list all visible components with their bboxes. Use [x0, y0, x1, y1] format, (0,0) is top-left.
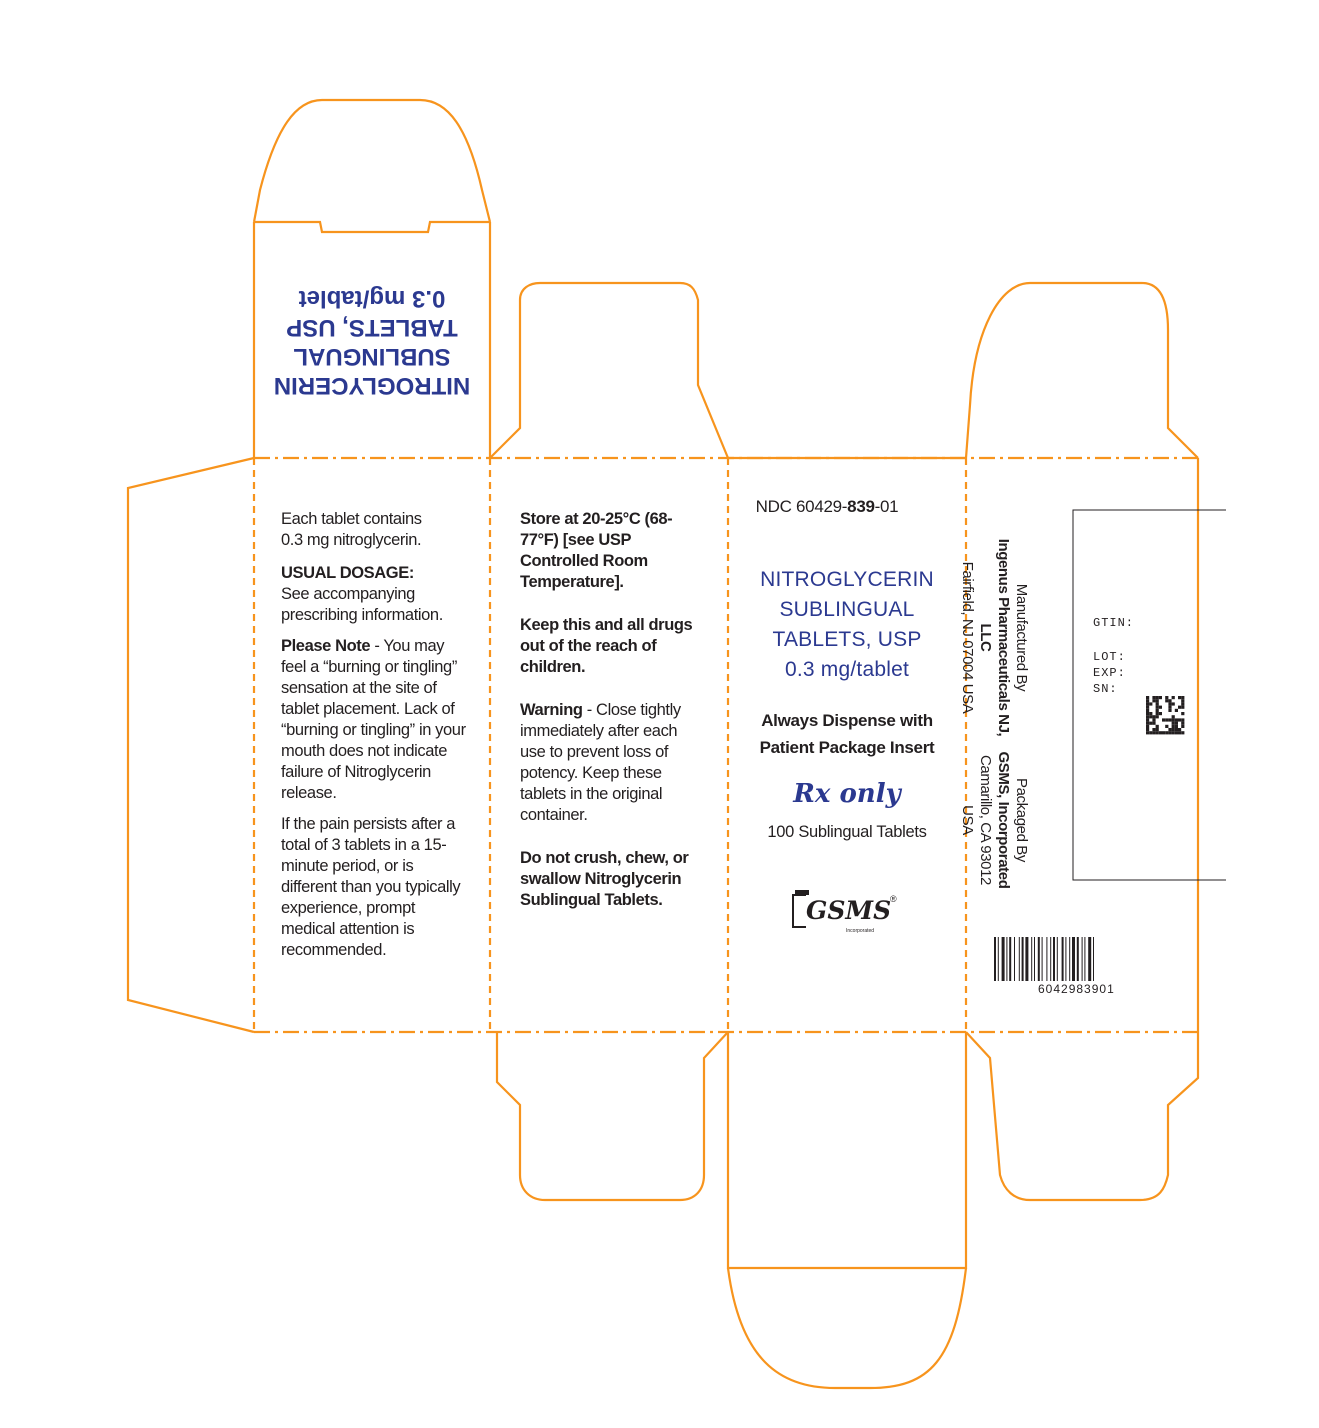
- datamatrix-module: [1172, 722, 1175, 725]
- datamatrix-module: [1181, 699, 1184, 702]
- dust-flap-top-right: [966, 283, 1198, 458]
- tablet-count: 100 Sublingual Tablets: [767, 823, 927, 841]
- top-flap-strength: 0.3 mg/tablet: [298, 285, 446, 312]
- warning-heading: Warning: [520, 701, 583, 719]
- datamatrix-module: [1146, 709, 1149, 712]
- keep-out-of-reach-text: Keep this and all drugs out of the reach of children.: [520, 616, 693, 676]
- panel-3-principal-display: [728, 497, 966, 942]
- datamatrix-module: [1178, 731, 1181, 734]
- barcode-bar: [1069, 937, 1070, 981]
- barcode-bar: [1062, 937, 1064, 981]
- barcode-number: 6042983901: [1038, 982, 1115, 996]
- barcode-bar: [1034, 937, 1035, 981]
- barcode-bar: [1053, 937, 1055, 981]
- datamatrix-module: [1149, 722, 1152, 725]
- datamatrix-module: [1165, 725, 1168, 728]
- datamatrix-module: [1152, 731, 1155, 734]
- pain-text: If the pain persists after a total of 3 tablets in a 15-minute period, or is different than you typically experience, prompt medical attention is recommended.: [281, 815, 461, 959]
- datamatrix-module: [1159, 696, 1162, 699]
- bottom-tuck-flap: [728, 1268, 966, 1388]
- contains-line1: Each tablet contains: [281, 510, 422, 528]
- datamatrix-module: [1152, 715, 1155, 718]
- datamatrix-module: [1172, 725, 1175, 728]
- datamatrix-module: [1152, 699, 1155, 702]
- datamatrix-module: [1159, 731, 1162, 734]
- packager-block: [958, 745, 1030, 895]
- bottle-icon: [792, 894, 806, 928]
- datamatrix-module: [1146, 696, 1149, 699]
- datamatrix-module: [1146, 722, 1149, 725]
- barcode-bar: [998, 937, 999, 981]
- datamatrix-module: [1156, 706, 1159, 709]
- datamatrix-module: [1181, 718, 1184, 721]
- datamatrix-module: [1172, 731, 1175, 734]
- datamatrix-module: [1162, 731, 1165, 734]
- barcode-bar: [1046, 937, 1047, 981]
- datamatrix-module: [1152, 722, 1155, 725]
- datamatrix-module: [1156, 702, 1159, 705]
- datamatrix-module: [1172, 728, 1175, 731]
- storage-text: Store at 20-25°C (68-77°F) [see USP Controlled Room Temperature].: [520, 510, 673, 591]
- datamatrix-code: [1146, 696, 1184, 734]
- datamatrix-module: [1172, 718, 1175, 721]
- dosage-heading: USUAL DOSAGE:: [281, 564, 414, 582]
- manufactured-by-label: Manufactured By: [1013, 583, 1030, 692]
- datamatrix-module: [1165, 731, 1168, 734]
- datamatrix-module: [1146, 715, 1149, 718]
- datamatrix-module: [1181, 722, 1184, 725]
- top-flap-label: [262, 284, 482, 400]
- datamatrix-module: [1172, 696, 1175, 699]
- panel-2-text: [520, 509, 706, 921]
- product-name: NITROGLYCERIN SUBLINGUAL TABLETS, USP 0.3 mg/tablet: [760, 568, 934, 681]
- datamatrix-module: [1168, 709, 1171, 712]
- barcode-bar: [1009, 937, 1011, 981]
- datamatrix-module: [1152, 728, 1155, 731]
- manufacturer-city: Fairfield, NJ 07004 USA: [959, 561, 976, 714]
- datamatrix-module: [1156, 731, 1159, 734]
- note-heading: Please Note: [281, 637, 371, 655]
- datamatrix-module: [1156, 699, 1159, 702]
- note-text: - You may feel a “burning or tingling” sensation at the site of tablet placement. Lack of “burning or tingling” in your mouth does not indicate failure of Nitroglycerin release.: [281, 637, 466, 802]
- barcode-bar: [1038, 937, 1040, 981]
- top-flap-line2: SUBLINGUAL: [293, 343, 451, 370]
- barcode-bar: [994, 937, 996, 981]
- barcode-bar: [1072, 937, 1075, 981]
- datamatrix-module: [1168, 718, 1171, 721]
- datamatrix-module: [1156, 725, 1159, 728]
- dispense-notice: Always Dispense with Patient Package Insert: [759, 711, 935, 757]
- dust-flap-bottom-right: [966, 1032, 1198, 1200]
- datamatrix-module: [1156, 696, 1159, 699]
- datamatrix-module: [1181, 731, 1184, 734]
- barcode-bar: [1082, 937, 1083, 981]
- datamatrix-module: [1165, 696, 1168, 699]
- datamatrix-module: [1168, 706, 1171, 709]
- barcode-bar: [1002, 937, 1005, 981]
- datamatrix-module: [1146, 725, 1149, 728]
- datamatrix-module: [1175, 728, 1178, 731]
- ndc-number: NDC 60429-839-01: [755, 497, 899, 516]
- datamatrix-module: [1168, 699, 1171, 702]
- datamatrix-module: [1178, 718, 1181, 721]
- datamatrix-module: [1156, 728, 1159, 731]
- datamatrix-module: [1181, 706, 1184, 709]
- datamatrix-module: [1159, 712, 1162, 715]
- datamatrix-module: [1156, 712, 1159, 715]
- datamatrix-module: [1165, 718, 1168, 721]
- datamatrix-module: [1178, 706, 1181, 709]
- barcode-bar: [1019, 937, 1020, 981]
- datamatrix-module: [1181, 712, 1184, 715]
- panel-1-text: [281, 509, 471, 971]
- barcode-bar: [1031, 937, 1032, 981]
- datamatrix-module: [1175, 731, 1178, 734]
- warning-text: - Close tightly immediately after each use to prevent loss of potency. Keep these tablets in the original container.: [520, 701, 681, 824]
- datamatrix-module: [1162, 718, 1165, 721]
- barcode-bar: [1050, 937, 1051, 981]
- datamatrix-module: [1146, 699, 1149, 702]
- bottle-cap-icon: [795, 890, 809, 895]
- manufacturer-name: Ingenus Pharmaceuticals NJ, LLC: [977, 538, 1012, 737]
- datamatrix-module: [1146, 712, 1149, 715]
- datamatrix-module: [1175, 725, 1178, 728]
- barcode-bar: [1077, 937, 1079, 981]
- top-tuck-flap-outline: [254, 100, 490, 222]
- datamatrix-module: [1159, 706, 1162, 709]
- top-flap-product-name: NITROGLYCERIN: [273, 372, 471, 399]
- datamatrix-module: [1149, 712, 1152, 715]
- datamatrix-module: [1146, 718, 1149, 721]
- barcode-bar: [1014, 937, 1015, 981]
- datamatrix-module: [1168, 731, 1171, 734]
- barcode-bar: [1057, 937, 1058, 981]
- barcode-bar: [1093, 937, 1094, 981]
- packager-city: Camarillo, CA 93012 USA: [959, 755, 994, 885]
- datamatrix-module: [1172, 702, 1175, 705]
- datamatrix-module: [1156, 715, 1159, 718]
- barcode-bar: [1084, 937, 1085, 981]
- datamatrix-module: [1146, 728, 1149, 731]
- datamatrix-module: [1149, 731, 1152, 734]
- datamatrix-module: [1146, 702, 1149, 705]
- datamatrix-module: [1152, 718, 1155, 721]
- barcode-bar: [1022, 937, 1024, 981]
- exp-label: EXP:: [1093, 666, 1126, 680]
- datamatrix-module: [1152, 696, 1155, 699]
- packaged-by-label: Packaged By: [1013, 778, 1030, 862]
- top-tuck-flap-notch: [254, 222, 490, 232]
- dust-flap-bottom-left: [497, 1032, 728, 1200]
- datamatrix-module: [1149, 715, 1152, 718]
- datamatrix-module: [1168, 728, 1171, 731]
- datamatrix-module: [1146, 706, 1149, 709]
- gsms-logo: GSMS ® Incorporated: [792, 892, 902, 942]
- dosage-text: See accompanying prescribing information.: [281, 585, 443, 624]
- barcode-bar: [1088, 937, 1091, 981]
- datamatrix-module: [1165, 699, 1168, 702]
- datamatrix-module: [1175, 709, 1178, 712]
- bottom-closure-panel: [728, 1032, 966, 1268]
- datamatrix-module: [1172, 715, 1175, 718]
- dust-flap-top-left: [490, 283, 728, 458]
- barcode-bar: [1006, 937, 1007, 981]
- packager-name: GSMS, Incorporated: [995, 751, 1012, 889]
- top-flap-line3: TABLETS, USP: [286, 314, 458, 341]
- datamatrix-module: [1149, 702, 1152, 705]
- do-not-crush-text: Do not crush, chew, or swallow Nitroglycerin Sublingual Tablets.: [520, 849, 689, 909]
- panel-4-company-info: [958, 530, 1030, 910]
- manufacturer-block: [958, 530, 1030, 745]
- barcode-bar: [1042, 937, 1043, 981]
- glue-flap-outline: [128, 458, 254, 1032]
- sn-label: SN:: [1093, 682, 1118, 696]
- datamatrix-module: [1181, 702, 1184, 705]
- lot-label: LOT:: [1093, 650, 1126, 664]
- datamatrix-module: [1178, 696, 1181, 699]
- datamatrix-module: [1181, 696, 1184, 699]
- barcode-bar: [1065, 937, 1066, 981]
- gtin-label: GTIN:: [1093, 616, 1135, 630]
- barcode-bar: [1025, 937, 1028, 981]
- rx-only: Rx only: [793, 779, 901, 809]
- datamatrix-module: [1175, 718, 1178, 721]
- contains-line2: 0.3 mg nitroglycerin.: [281, 531, 422, 549]
- datamatrix-module: [1146, 731, 1149, 734]
- datamatrix-module: [1156, 709, 1159, 712]
- datamatrix-module: [1181, 725, 1184, 728]
- datamatrix-module: [1168, 702, 1171, 705]
- datamatrix-module: [1175, 722, 1178, 725]
- linear-barcode: [994, 937, 1094, 981]
- datamatrix-module: [1178, 728, 1181, 731]
